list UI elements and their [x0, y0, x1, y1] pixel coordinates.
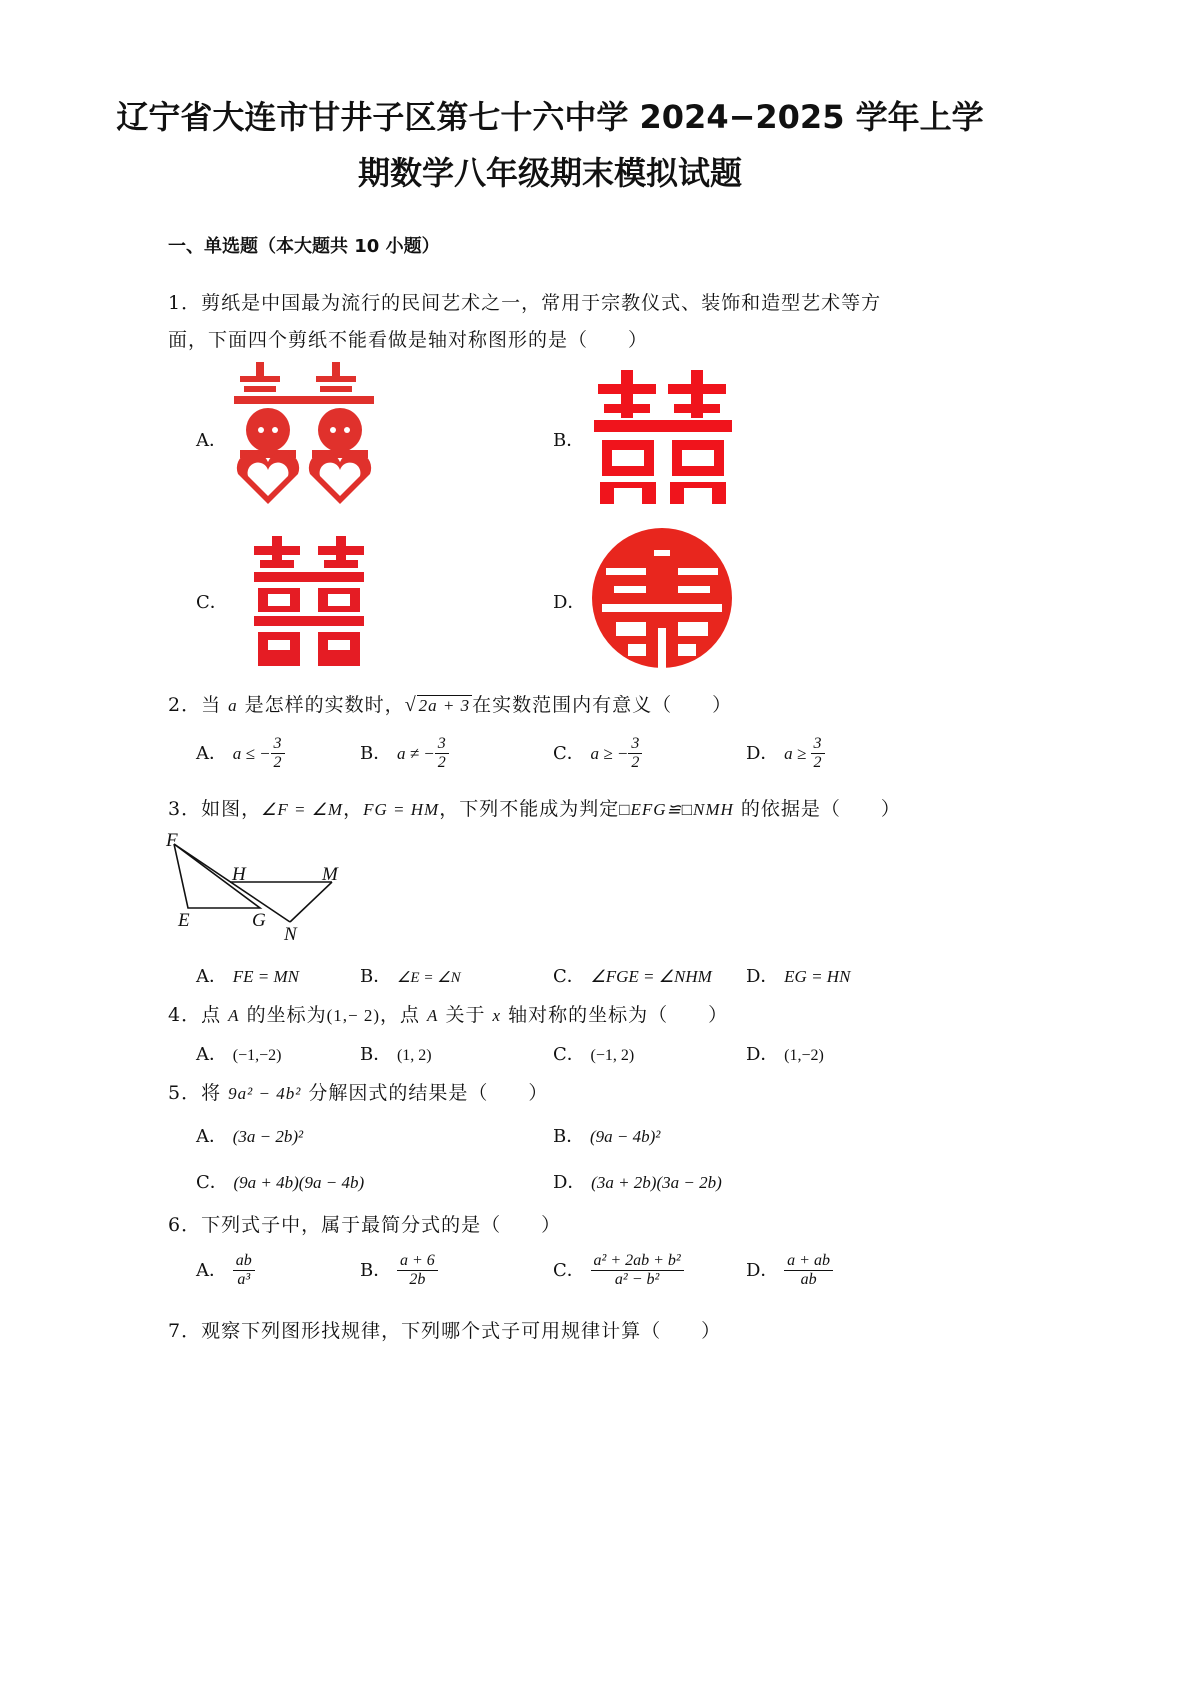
q3-label-H: H [232, 864, 246, 885]
q3-stem: 3．如图，∠F = ∠M，FG = HM，下列不能成为判定□EFG≌□NMH 的依据是（ ） [168, 798, 901, 820]
q5-option-a[interactable]: A． (3a − 2b)² [196, 1126, 304, 1147]
q5-stem: 5．将 9a² − 4b² 分解因式的结果是（ ） [168, 1082, 549, 1104]
q1-stem-line-1: 1．剪纸是中国最为流行的民间艺术之一，常用于宗教仪式、装饰和造型艺术等方 [168, 292, 882, 314]
q6-option-b[interactable]: B． $\frac{a + 6}{2b}$ [360, 1252, 438, 1290]
q1-stem-line-2: 面，下面四个剪纸不能看做是轴对称图形的是（ ） [168, 329, 649, 351]
q3-triangle-figure [160, 826, 360, 942]
q3-label-F: F [166, 830, 178, 851]
q6-option-c[interactable]: C． $\frac{\text{a² + 2ab + b²}}{\text{a² − b²}}$ [553, 1252, 684, 1290]
section-heading: 一、单选题（本大题共 10 小题） [168, 236, 440, 257]
q1-option-b-papercut-image [594, 370, 732, 504]
q2-option-a[interactable]: A． a ≤ − $\frac{3}{2}$ [196, 735, 285, 773]
q3-option-a[interactable]: A． FE = MN [196, 966, 299, 987]
q2-option-d[interactable]: D． a ≥ $\frac{3}{2}$ [746, 735, 825, 773]
q5-option-b[interactable]: B． (9a − 4b)² [553, 1126, 661, 1147]
q1-option-d-papercut-image [592, 528, 732, 668]
q3-label-E: E [178, 910, 190, 931]
q2-radicand: 2a + 3 [418, 696, 471, 715]
q1-option-a-label[interactable]: A． [196, 430, 227, 451]
q3-option-c[interactable]: C． ∠FGE = ∠NHM [553, 966, 712, 987]
q4-option-d[interactable]: D． (1,−2) [746, 1044, 824, 1065]
q3-label-G: G [252, 910, 266, 931]
title-line-2: 期数学八年级期末模拟试题 [357, 154, 742, 192]
q5-option-d[interactable]: D． (3a + 2b)(3a − 2b) [553, 1172, 722, 1193]
q3-option-b[interactable]: B． ∠E = ∠N [360, 966, 461, 987]
q5-option-c[interactable]: C． (9a + 4b)(9a − 4b) [196, 1172, 365, 1193]
q4-stem: 4．点 A 的坐标为(1,− 2)，点 A 关于 x 轴对称的坐标为（ ） [168, 1004, 729, 1026]
q4-option-c[interactable]: C． (−1, 2) [553, 1044, 635, 1065]
q4-option-a[interactable]: A． (−1,−2) [196, 1044, 282, 1065]
q2-option-b[interactable]: B． a ≠ − $\frac{3}{2}$ [360, 735, 449, 773]
q3-label-N: N [284, 924, 297, 942]
q3-label-M: M [322, 864, 338, 885]
q7-stem: 7．观察下列图形找规律，下列哪个式子可用规律计算（ ） [168, 1320, 722, 1342]
q6-option-a[interactable]: A． $\frac{ab}{\text{a³}}$ [196, 1252, 255, 1290]
q3-option-d[interactable]: D． EG = HN [746, 966, 851, 987]
q2-option-c[interactable]: C． a ≥ − $\frac{3}{2}$ [553, 735, 642, 773]
q1-option-c-label[interactable]: C． [196, 592, 228, 613]
q6-option-d[interactable]: D． $\frac{a + ab}{ab}$ [746, 1252, 833, 1290]
q2-stem: 2．当 a 是怎样的实数时，√ 2a + 3 在实数范围内有意义（ ） [168, 694, 733, 716]
q1-option-b-label[interactable]: B． [553, 430, 585, 451]
q1-option-d-label[interactable]: D． [553, 592, 586, 613]
title-line-1: 辽宁省大连市甘井子区第七十六中学 2024−2025 学年上学 [116, 98, 984, 136]
q1-option-c-papercut-image [254, 536, 364, 666]
q1-option-a-papercut-image [234, 362, 374, 506]
q6-stem: 6．下列式子中，属于最简分式的是（ ） [168, 1214, 562, 1236]
q4-option-b[interactable]: B． (1, 2) [360, 1044, 432, 1065]
